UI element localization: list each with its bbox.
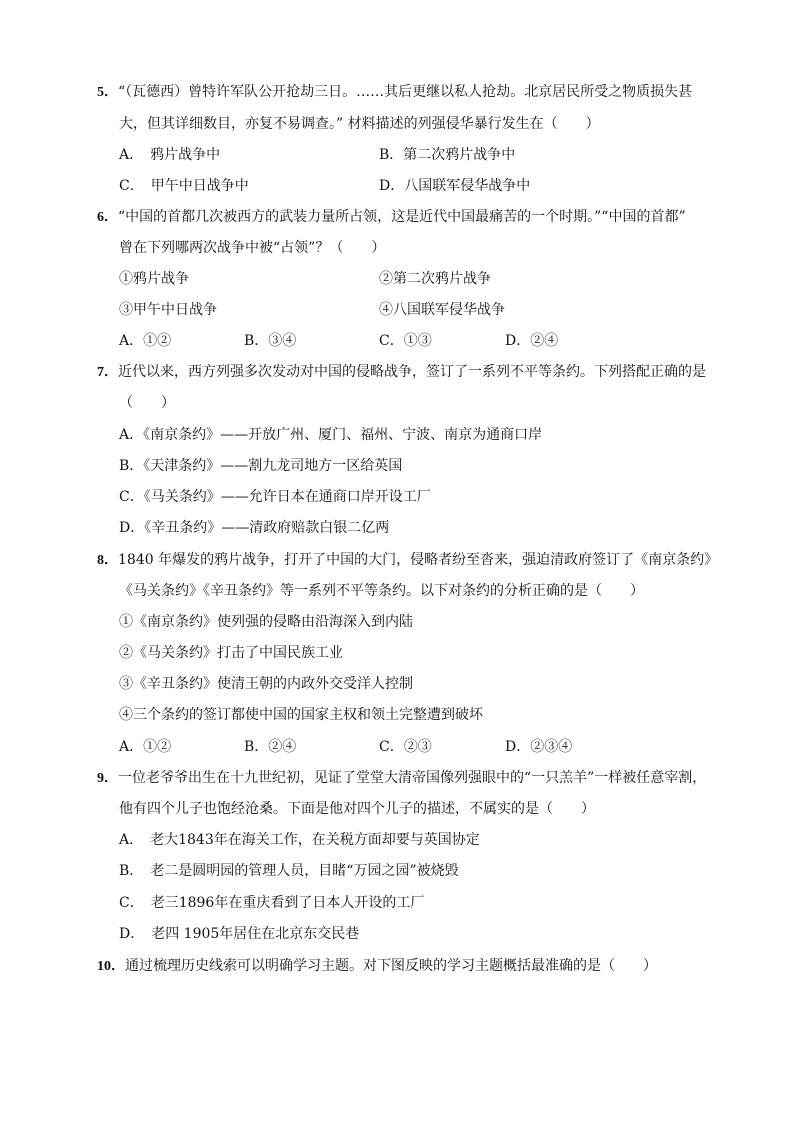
question-text-line: 一位老爷爷出生在十九世纪初，见证了堂堂大清帝国像列强眼中的“一只羔羊”一样被任意宰割， (118, 770, 707, 786)
question-5 (97, 82, 692, 103)
statement-item: ②第二次鸦片战争 (379, 271, 491, 287)
option-a[interactable]: A． 老大1843年在海关工作，在关税方面却要与英国协定 (119, 832, 480, 848)
question-text-line: 他有四个儿子也饱经沧桑。下面是他对四个儿子的描述，不属实的是（ ） (119, 801, 595, 817)
question-text-line: 通过梳理历史线索可以明确学习主题。对下图反映的学习主题概括最准确的是（ ） (125, 958, 657, 974)
option-d[interactable]: D．②④ (505, 333, 559, 349)
option-a[interactable]: A．①② (119, 333, 172, 349)
question-number: 5． (97, 85, 118, 100)
question-10 (97, 956, 657, 977)
option-c[interactable]: C．①③ (379, 333, 432, 349)
statement-item: ④八国联军侵华战争 (379, 302, 505, 318)
option-a[interactable]: A． 鸦片战争中 (119, 147, 221, 163)
question-text-line: （ ） (119, 395, 175, 411)
question-8 (97, 550, 718, 571)
question-9 (97, 768, 706, 789)
question-number: 6． (97, 210, 118, 225)
option-b[interactable]: B．③④ (244, 333, 297, 349)
question-6 (97, 207, 686, 228)
question-text-line: 曾在下列哪两次战争中被“占领”？（ ） (119, 240, 386, 256)
option-b[interactable]: B．②④ (244, 739, 297, 755)
question-number: 10． (97, 959, 125, 974)
option-d[interactable]: D．八国联军侵华战争中 (379, 178, 531, 194)
option-a[interactable]: A．①② (119, 739, 172, 755)
option-b[interactable]: B． 老二是圆明园的管理人员，目睹“万园之园”被烧毁 (119, 863, 459, 879)
question-number: 9． (97, 771, 118, 786)
question-text-line: 《马关条约》《辛丑条约》等一系列不平等条约。以下对条约的分析正确的是（ ） (119, 583, 644, 599)
statement-item: ④三个条约的签订都使中国的国家主权和领土完整遭到破坏 (119, 707, 483, 723)
statement-item: ①《南京条约》使列强的侵略由沿海深入到内陆 (119, 614, 413, 630)
option-c[interactable]: C．②③ (379, 739, 432, 755)
statement-item: ①鸦片战争 (119, 271, 189, 287)
statement-item: ③《辛丑条约》使清王朝的内政外交受洋人控制 (119, 676, 413, 692)
option-a[interactable]: A．《南京条约》——开放广州、厦门、福州、宁波、南京为通商口岸 (119, 427, 543, 443)
question-text-line: “中国的首都几次被西方的武装力量所占领，这是近代中国最痛苦的一个时期。”“中国的首都” (118, 209, 686, 225)
option-b[interactable]: B．《天津条约》——割九龙司地方一区给英国 (119, 458, 403, 474)
option-c[interactable]: C．《马关条约》——允许日本在通商口岸开设工厂 (119, 489, 431, 505)
option-d[interactable]: D．《辛丑条约》——清政府赔款白银二亿两 (119, 520, 390, 536)
option-c[interactable]: C． 老三1896年在重庆看到了日本人开设的工厂 (119, 895, 425, 911)
statement-item: ③甲午中日战争 (119, 302, 217, 318)
question-text-line: “（瓦德西）曾特许军队公开抢劫三日。……其后更继以私人抢劫。北京居民所受之物质损失甚 (118, 84, 693, 100)
question-7 (97, 362, 706, 383)
option-d[interactable]: D． 老四 1905年居住在北京东交民巷 (119, 926, 360, 942)
question-text-line: 1840 年爆发的鸦片战争，打开了中国的大门，侵略者纷至沓来，强迫清政府签订了《南京条约》 (118, 552, 719, 568)
question-text-line: 大，但其详细数目，亦复不易调查。” 材料描述的列强侵华暴行发生在（ ） (119, 116, 600, 132)
option-d[interactable]: D．②③④ (505, 739, 573, 755)
question-text-line: 近代以来，西方列强多次发动对中国的侵略战争，签订了一系列不平等条约。下列搭配正确的是 (118, 364, 706, 380)
option-b[interactable]: B．第二次鸦片战争中 (379, 147, 516, 163)
statement-item: ②《马关条约》打击了中国民族工业 (119, 645, 343, 661)
question-number: 7． (97, 365, 118, 380)
question-number: 8． (97, 553, 118, 568)
option-c[interactable]: C． 甲午中日战争中 (119, 178, 249, 194)
